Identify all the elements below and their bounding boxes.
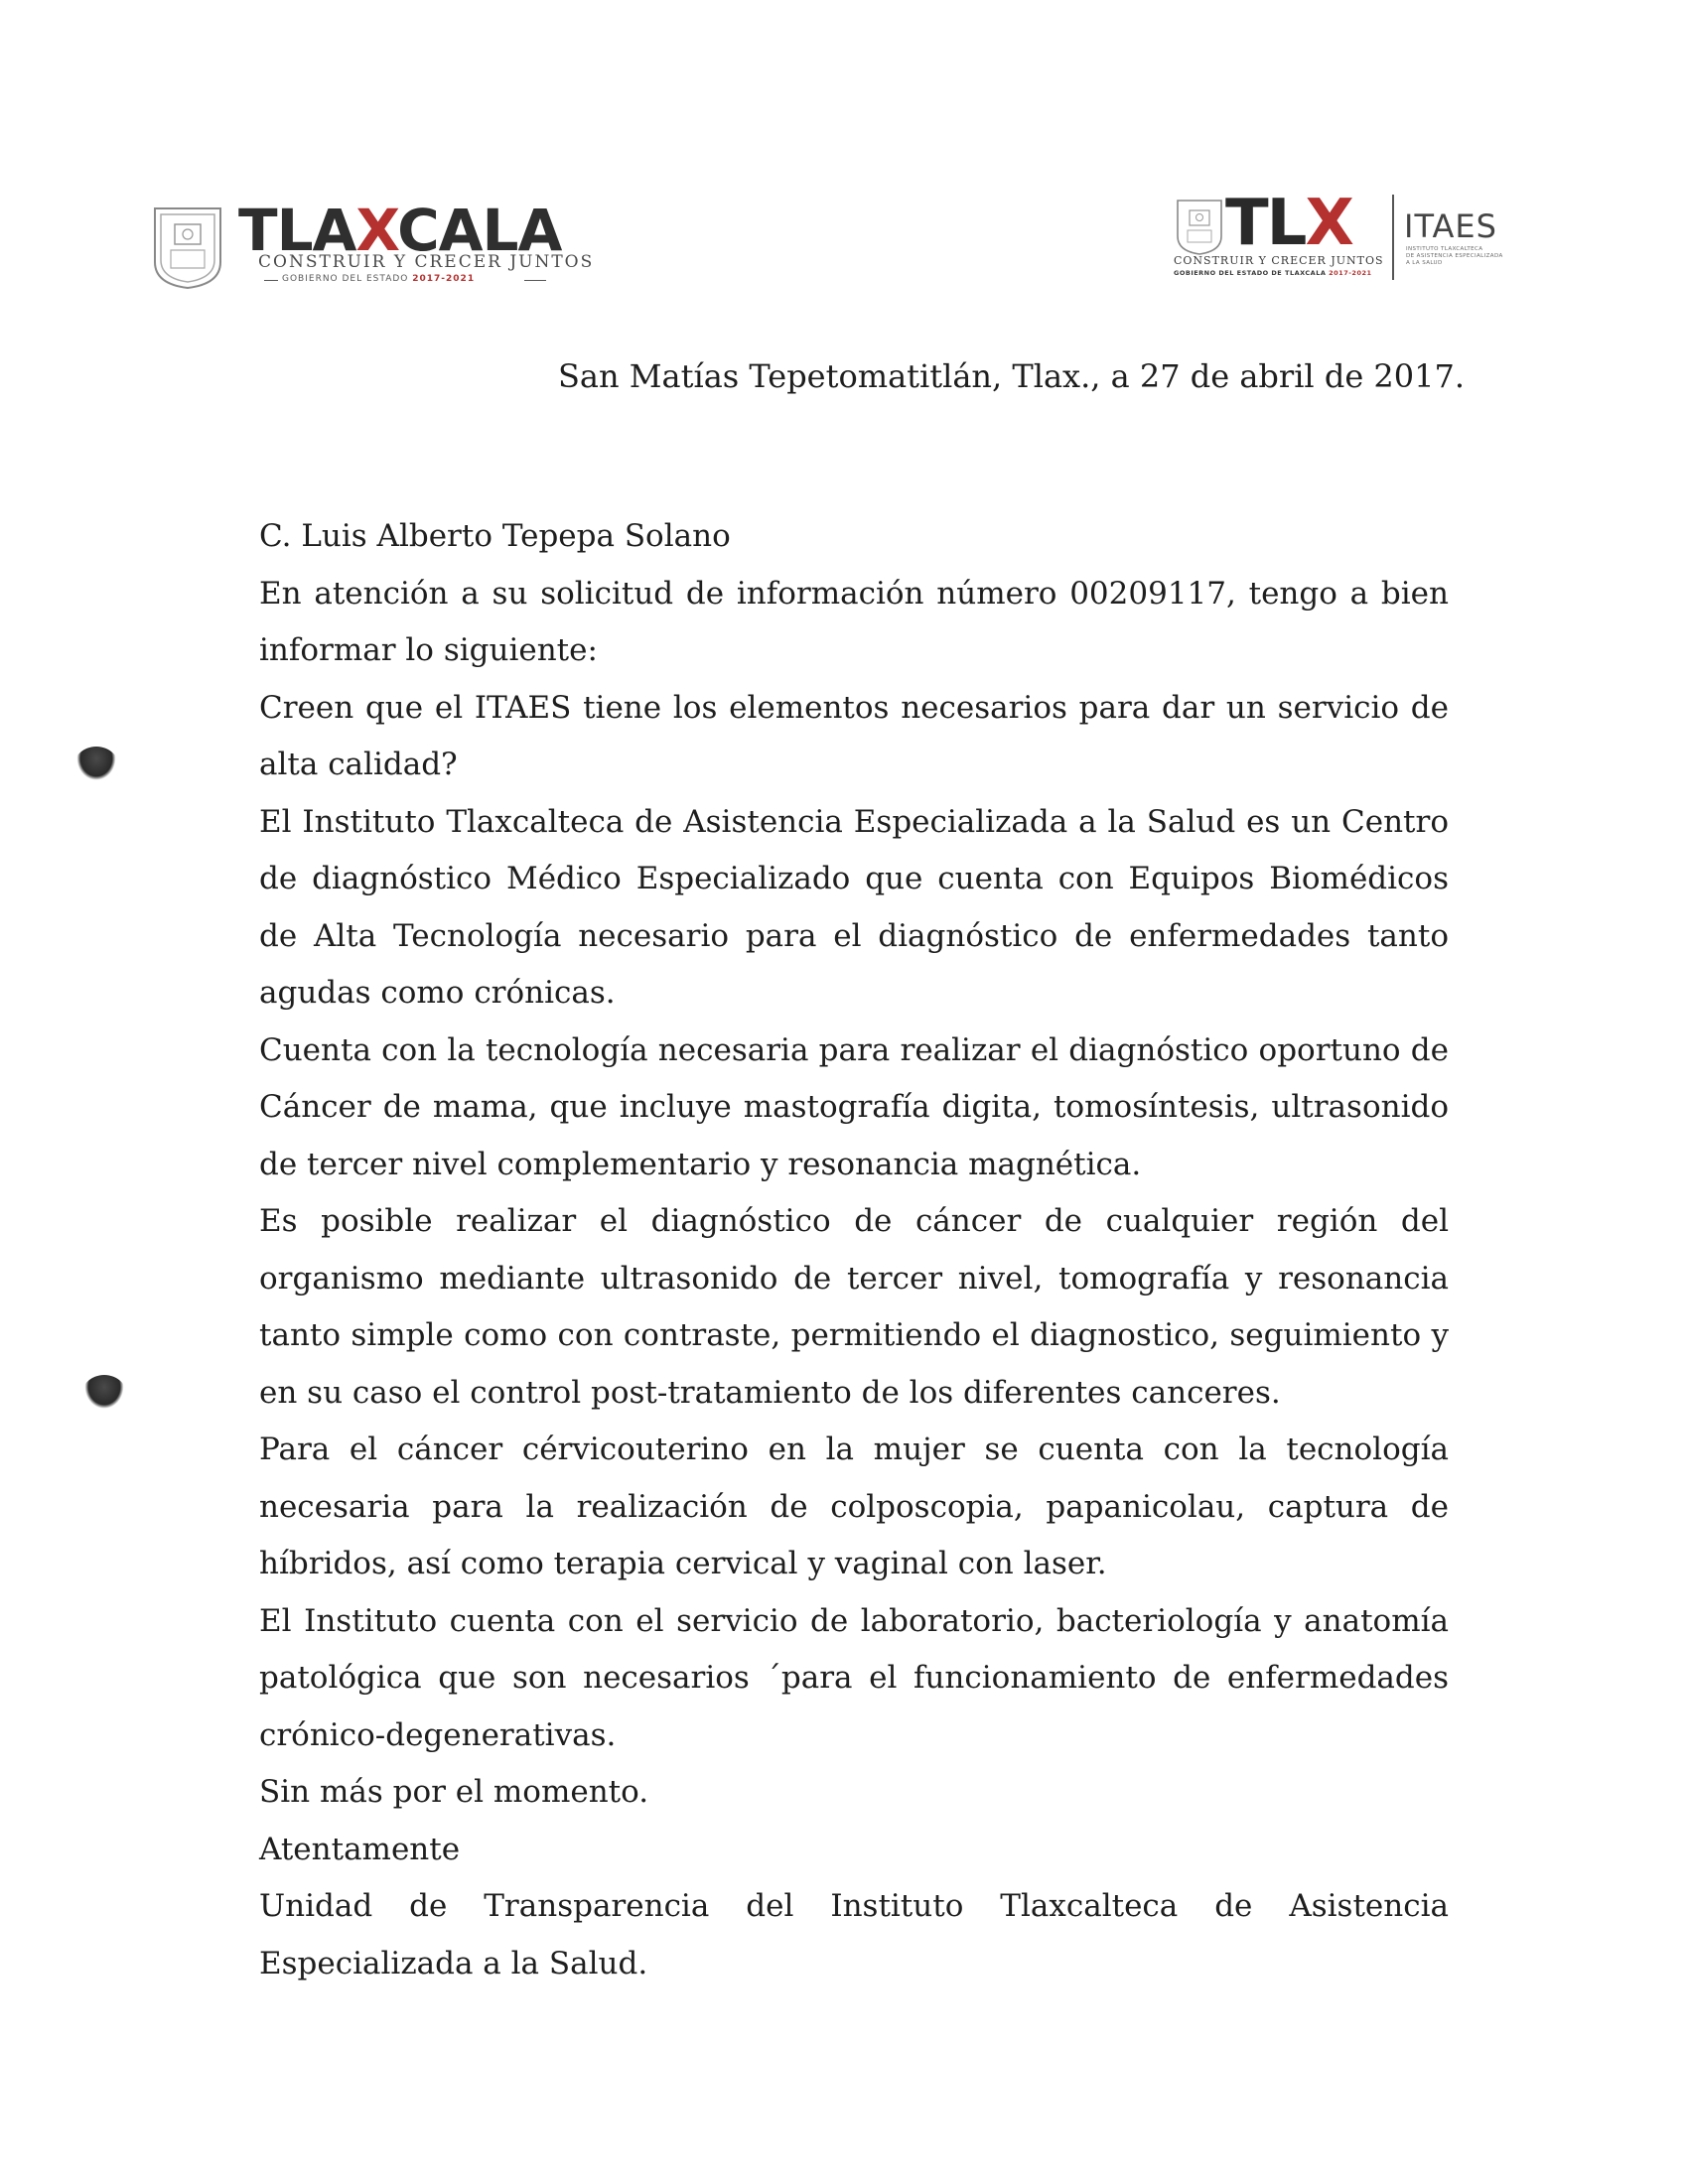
- punch-hole-top: [71, 747, 121, 786]
- government-label: GOBIERNO DEL ESTADO DE TLAXCALA 2017-2021: [1174, 269, 1372, 277]
- divider-line: [264, 280, 278, 281]
- punch-hole-bottom: [79, 1375, 129, 1415]
- state-seal-icon: [149, 203, 226, 290]
- dateline: San Matías Tepetomatitlán, Tlax., a 27 de abril de 2017.: [558, 357, 1466, 395]
- paragraph: Sin más por el momento.: [259, 1774, 649, 1810]
- paragraph: El Instituto Tlaxcalteca de Asistencia Especializada a la Salud es un Centro de diagnóstico Médico Especializado que cuenta con Equipos Biomédicos de Alta Tecnología necesario para el diagnóstico de enfermedades tanto agudas como crónicas.: [259, 803, 1449, 1011]
- paragraph: Es posible realizar el diagnóstico de cáncer de cualquier región del organismo mediante ultrasonido de tercer nivel, tomografía y resonancia tanto simple como con contraste, permitiendo el diagnostico, seguimiento y en su caso el control post-tratamiento de los diferentes canceres.: [259, 1203, 1449, 1411]
- paragraph: Para el cáncer cérvicouterino en la mujer se cuenta con la tecnología necesaria para la realización de colposcopia, papanicolau, captura de híbridos, así como terapia cervical y vaginal con laser.: [259, 1432, 1449, 1581]
- itaes-subtitle: INSTITUTO TLAXCALTECA DE ASISTENCIA ESPECIALIZADA A LA SALUD: [1406, 246, 1503, 266]
- tagline: CONSTRUIR Y CRECER JUNTOS: [258, 252, 595, 272]
- tlaxcala-logo: [149, 199, 596, 294]
- tlaxcala-wordmark: TLAXCALA: [238, 197, 562, 264]
- tlx-itaes-logo: [1174, 187, 1551, 286]
- paragraph: Cuenta con la tecnología necesaria para realizar el diagnóstico oportuno de Cáncer de mama, que incluye mastografía digita, tomosíntesis, ultrasonido de tercer nivel complementario y resonancia magnética.: [259, 1031, 1449, 1182]
- tagline: CONSTRUIR Y CRECER JUNTOS: [1174, 254, 1384, 267]
- itaes-wordmark: ITAES: [1404, 207, 1497, 245]
- letter-body: [259, 508, 1449, 1992]
- government-label: GOBIERNO DEL ESTADO 2017-2021: [282, 274, 476, 284]
- paragraph: Creen que el ITAES tiene los elementos necesarios para dar un servicio de alta calidad?: [259, 689, 1449, 782]
- divider-line: [524, 280, 546, 281]
- tlx-wordmark: TLX: [1225, 187, 1352, 260]
- state-seal-icon: [1174, 197, 1225, 256]
- paragraph: El Instituto cuenta con el servicio de laboratorio, bacteriología y anatomía patológica que son necesarios ´para el funcionamiento de enfermedades crónico-degenerativas.: [259, 1602, 1449, 1753]
- closing: Atentamente: [259, 1831, 461, 1867]
- vertical-divider: [1392, 195, 1394, 280]
- recipient: C. Luis Alberto Tepepa Solano: [259, 518, 731, 554]
- signature: Unidad de Transparencia del Instituto Tlaxcalteca de Asistencia Especializada a la Salud.: [259, 1888, 1449, 1981]
- paragraph: En atención a su solicitud de información número 00209117, tengo a bien informar lo siguiente:: [259, 575, 1449, 668]
